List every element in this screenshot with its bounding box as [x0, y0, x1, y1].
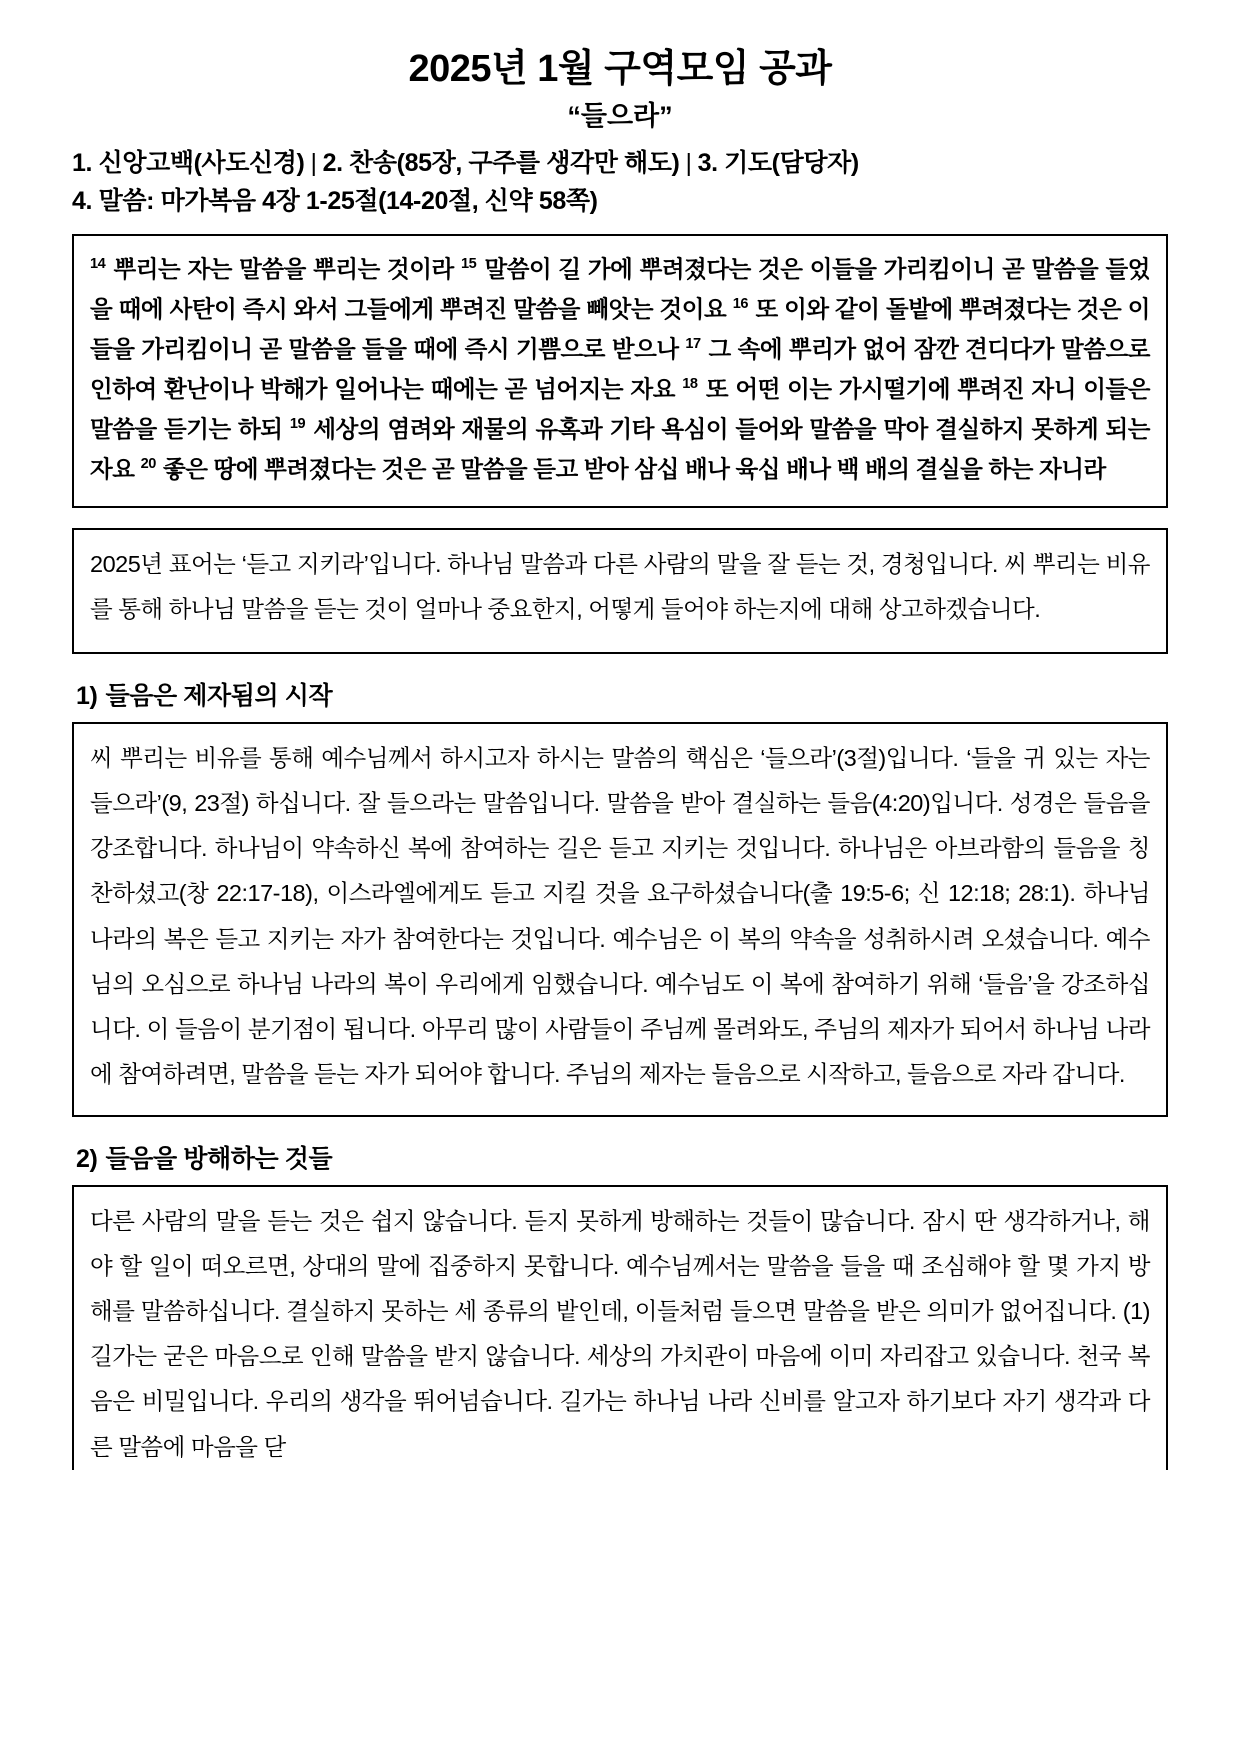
section-body-text-1: 씨 뿌리는 비유를 통해 예수님께서 하시고자 하시는 말씀의 핵심은 ‘들으라’(3절)입니다. ‘들을 귀 있는 자는 들으라’(9, 23절) 하십니다. 잘 들으라는 말씀입니다. 말씀을 받아 결실하는 들음(4:20)입니다. 성경은 들음을 강조합니다. 하나님이 약속하신 복에 참여하는 길은 듣고 지키는 것입니다. 하나님은 아브라함의 들음을 칭찬하셨고(창 22:17-18), 이스라엘에게도 듣고 지킬 것을 요구하셨습니다(출 19:5-6; 신 12:18; 28:1). 하나님 나라의 복은 듣고 지키는 자가 참여한다는 것입니다. 예수님은 이 복의 약속을 성취하시려 오셨습니다. 예수님의 오심으로 하나님 나라의 복이 우리에게 임했습니다. 예수님도 이 복에 참여하기 위해 ‘들음’을 강조하십니다. 이 들음이 분기점이 됩니다. 아무리 많이 사람들이 주님께 몰려와도, 주님의 제자가 되어서 하나님 나라에 참여하려면, 말씀을 듣는 자가 되어야 합니다. 주님의 제자는 들음으로 시작하고, 들음으로 자라 갑니다.: [90, 745, 1150, 1087]
verse-number: 14: [90, 256, 106, 273]
section-title-1: 들음은 제자됨의 시작: [105, 682, 333, 711]
page-subtitle: “들으라”: [567, 100, 673, 131]
verse-number: 20: [140, 456, 156, 473]
section-number-1: 1): [76, 682, 98, 711]
verse-number: 15: [460, 256, 477, 273]
verse-number: 17: [685, 336, 701, 353]
section-title-2: 들음을 방해하는 것들: [105, 1144, 333, 1173]
scripture-text: [90, 250, 1150, 490]
section-body-box-2: [72, 1185, 1168, 1470]
page-title: 2025년 1월 구역모임 공과: [408, 48, 832, 90]
verse-number: 16: [732, 296, 749, 313]
order-separator-2: |: [685, 149, 692, 178]
order-separator-1: |: [310, 149, 317, 178]
verse-text: 또 이와 같이 돌밭에 뿌려졌다는 것은 이들을 가리킴이니 곧 말씀을 들을 때에 즉시 기쁨으로 받으나: [90, 296, 1150, 363]
verse-text: 뿌리는 자는 말씀을 뿌리는 것이라: [106, 256, 461, 283]
section-body-box-1: [72, 722, 1168, 1117]
verse-number: 18: [682, 376, 698, 393]
verse-text: 말씀이 길 가에 뿌려졌다는 것은 이들을 가리킴이니 곧 말씀을 들었을 때에 사탄이 즉시 와서 그들에게 뿌려진 말씀을 빼앗는 것이요: [90, 256, 1150, 323]
section-body-text-2: 다른 사람의 말을 듣는 것은 쉽지 않습니다. 듣지 못하게 방해하는 것들이 많습니다. 잠시 딴 생각하거나, 해야 할 일이 떠오르면, 상대의 말에 집중하지 못합니다. 예수님께서는 말씀을 들을 때 조심해야 할 몇 가지 방해를 말씀하십니다. 결실하지 못하는 세 종류의 밭인데, 이들처럼 들으면 말씀을 받은 의미가 없어집니다. (1) 길가는 굳은 마음으로 인해 말씀을 받지 않습니다. 세상의 가치관이 마음에 이미 자리잡고 있습니다. 천국 복음은 비밀입니다. 우리의 생각을 뛰어넘습니다. 길가는 하나님 나라 신비를 알고자 하기보다 자기 생각과 다른 말씀에 마음을 닫: [90, 1207, 1150, 1460]
worship-order-line: [72, 145, 1168, 183]
verse-text: 그 속에 뿌리가 없어 잠깐 견디다가 말씀으로 인하여 환난이나 박해가 일어나는 때에는 곧 넘어지는 자요: [90, 336, 1150, 403]
section-number-2: 2): [76, 1144, 98, 1173]
order-item-hymn: 2. 찬송(85장, 구주를 생각만 해도): [322, 149, 680, 178]
verse-text: 좋은 땅에 뿌려졌다는 것은 곧 말씀을 듣고 받아 삼십 배나 육십 배나 백 배의 결실을 하는 자니라: [156, 455, 1106, 482]
verse-text: 또 어떤 이는 가시떨기에 뿌려진 자니 이들은 말씀을 듣기는 하되: [90, 376, 1150, 442]
verse-number: 19: [289, 416, 306, 433]
section-heading-1: [76, 676, 1168, 712]
order-item-confession: 1. 신앙고백(사도신경): [72, 149, 305, 178]
intro-box: [72, 528, 1168, 654]
scripture-reference-line: 4. 말씀: 마가복음 4장 1-25절(14-20절, 신약 58쪽): [72, 186, 598, 215]
verse-text: 세상의 염려와 재물의 유혹과 기타 욕심이 들어와 말씀을 막아 결실하지 못하게 되는 자요: [90, 416, 1151, 482]
order-item-prayer: 3. 기도(담당자): [697, 149, 859, 178]
scripture-box: [72, 234, 1168, 508]
intro-text: 2025년 표어는 ‘듣고 지키라’입니다. 하나님 말씀과 다른 사람의 말을 잘 듣는 것, 경청입니다. 씨 뿌리는 비유를 통해 하나님 말씀을 듣는 것이 얼마나 중요한지, 어떻게 들어야 하는지에 대해 상고하겠습니다.: [90, 550, 1150, 622]
section-heading-2: [76, 1139, 1168, 1175]
